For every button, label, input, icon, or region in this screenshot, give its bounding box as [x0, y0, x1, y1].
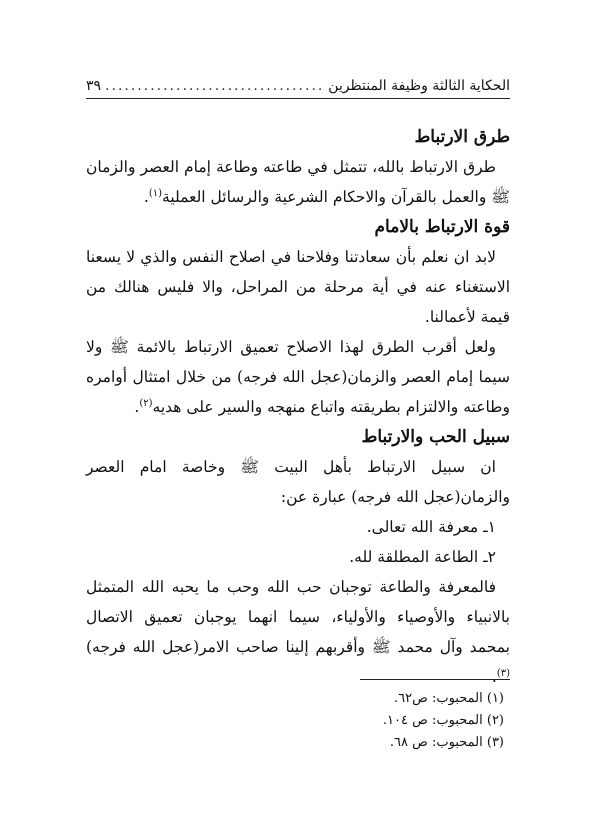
paragraph: ان سبيل الارتباط بأهل البيت ﷺ وخاصة امام العصر والزمان(عجل الله فرجه) عبارة عن: — [86, 458, 510, 506]
list-item: ٢ـ الطاعة المطلقة لله. — [349, 548, 496, 566]
footnote: (٣) المحبوب: ص ٦٨. — [389, 735, 504, 750]
section-heading: قوة الارتباط بالامام — [374, 217, 510, 237]
header-title: الحكاية الثالثة وظيفة المنتظرين — [328, 78, 510, 94]
footnotes — [86, 688, 504, 754]
footnote: (٢) المحبوب: ص ١٠٤. — [382, 713, 504, 728]
paragraph-end: . — [491, 668, 497, 686]
paragraph — [86, 572, 510, 692]
paragraph-text: فالمعرفة والطاعة توجبان حب الله وحب ما يحبه الله المتمثل بالانبياء والأوصياء والأولياء، سيما انهما يوجبان تعميق الاتصال بمحمد وآل محمد ﷺ وأقربهم إلينا صاحب الامر(عجل الله فرجه) — [86, 578, 510, 656]
page-body — [86, 122, 510, 692]
footnote-ref: (٢) — [139, 397, 153, 409]
paragraph — [86, 332, 510, 422]
section-heading: طرق الارتباط — [414, 127, 510, 147]
paragraph-end: . — [134, 398, 140, 416]
paragraph-text: ولعل أقرب الطرق لهذا الاصلاح تعميق الارتباط بالائمة ﷺ ولا سيما إمام العصر والزمان(عجل الله فرجه) من خلال امتثال أوامره وطاعته والالتزام بطريقته واتباع منهجه والسير على هديه — [86, 338, 510, 416]
footnote-ref: (١) — [148, 187, 163, 199]
paragraph: لابد ان نعلم بأن سعادتنا وفلاحنا في اصلاح النفس والذي لا يسعنا الاستغناء عنه في أية مرحلة من المراحل، والا فليس هنالك من قيمة لأعمالنا. — [86, 248, 510, 326]
footnote-ref: (٣) — [496, 667, 510, 679]
footnote-separator — [360, 679, 510, 680]
paragraph-end: . — [143, 188, 149, 206]
header-dots: .................................. — [105, 78, 325, 94]
page-number: ٣٩ — [86, 78, 102, 94]
list-item: ١ـ معرفة الله تعالى. — [366, 518, 496, 536]
paragraph — [86, 152, 510, 212]
paragraph-text: طرق الارتباط بالله، تتمثل في طاعته وطاعة إمام العصر والزمان ﷺ والعمل بالقرآن والاحكام الشرعية والرسائل العملية — [86, 158, 510, 206]
footnote: (١) المحبوب: ص٦٢. — [394, 691, 504, 706]
running-header — [86, 74, 510, 99]
section-heading: سبيل الحب والارتباط — [361, 427, 510, 447]
